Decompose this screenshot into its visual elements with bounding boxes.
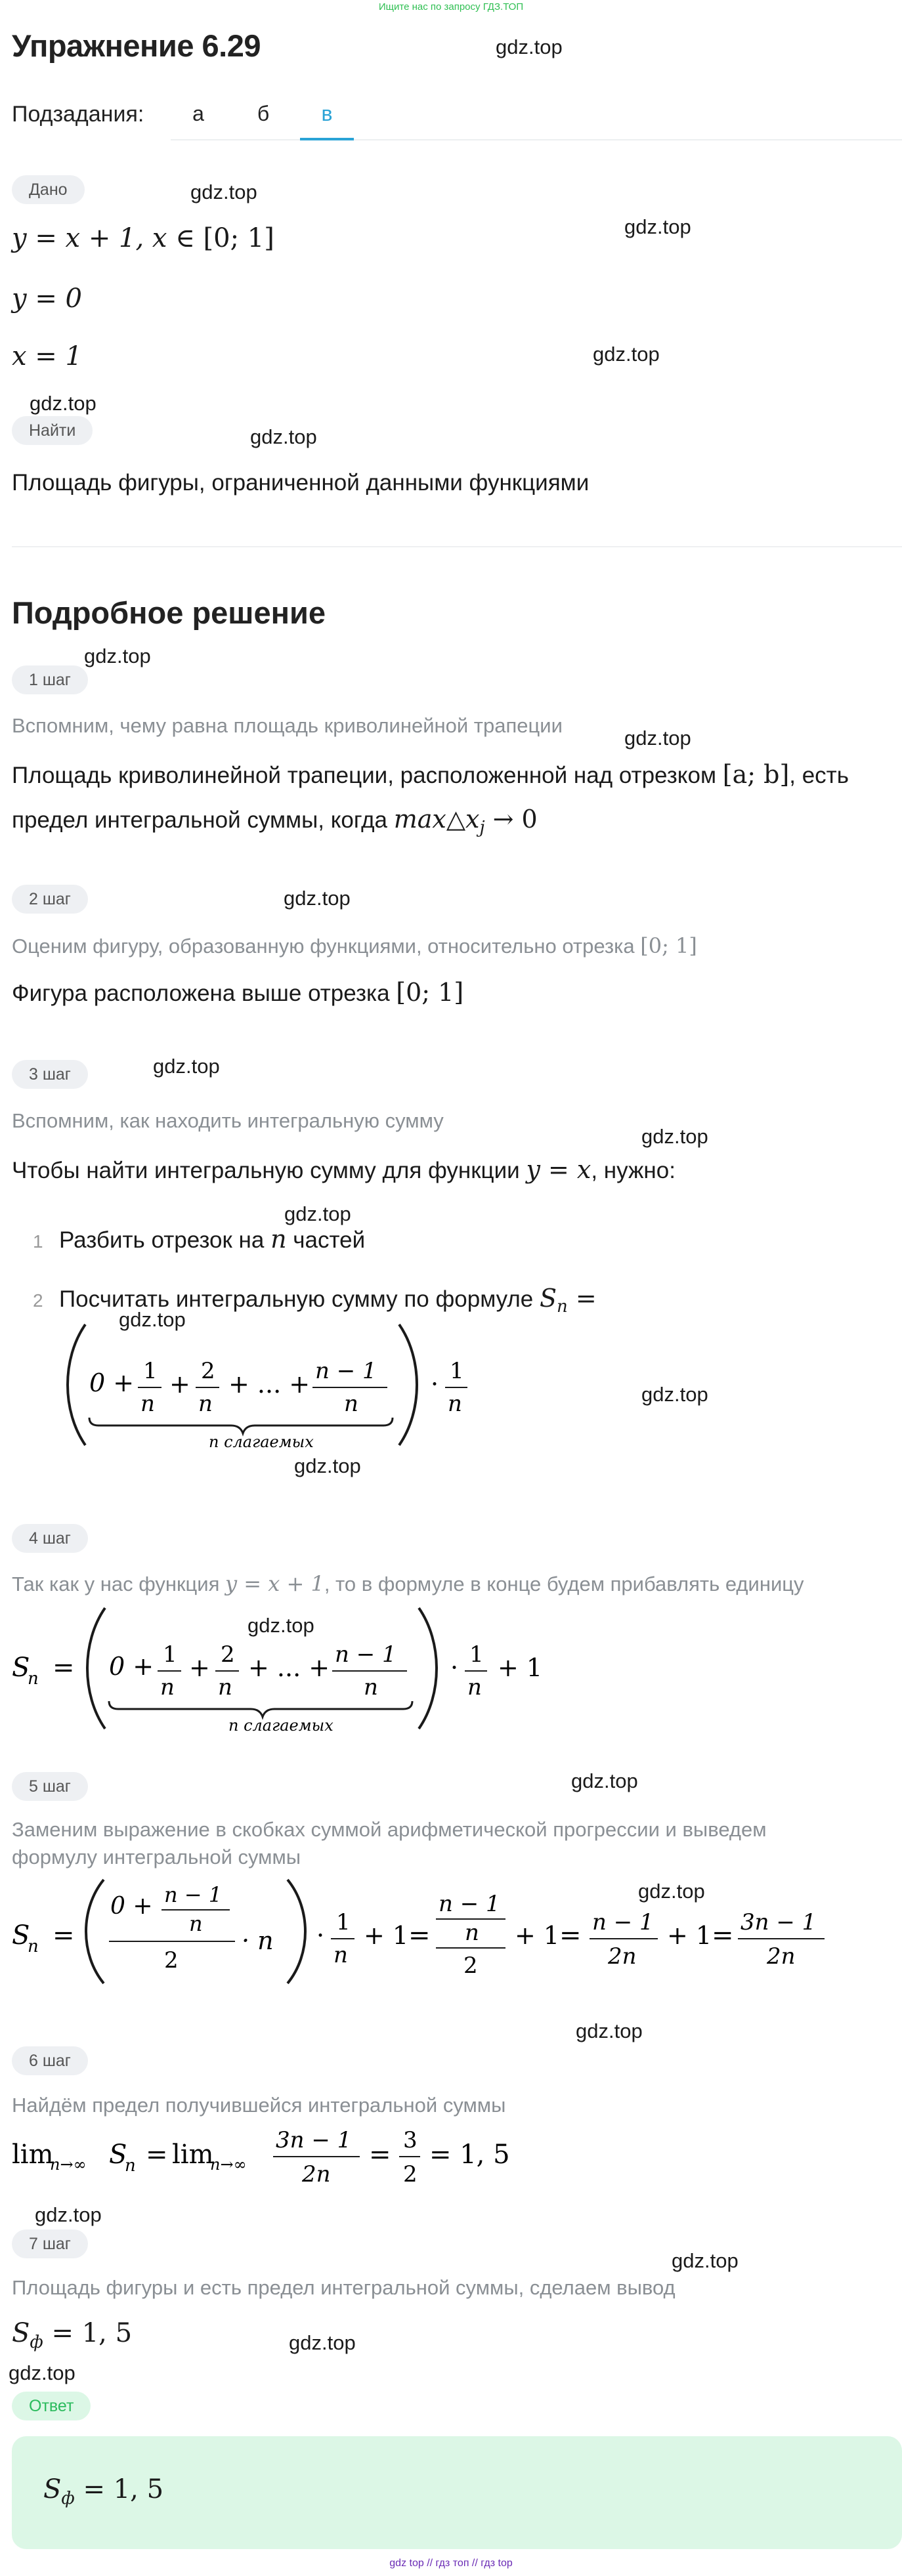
term-zero-plus: 0 + — [109, 1652, 154, 1681]
step-4-label: 4 шаг — [12, 1524, 88, 1553]
watermark: gdz.top — [250, 425, 317, 448]
term-dot: · — [316, 1921, 325, 1950]
formula-eq: = — [146, 2140, 168, 2170]
solution-heading: Подробное решение — [12, 595, 326, 630]
step-2-label: 2 шаг — [12, 885, 88, 914]
given-formula-2: y = 0 — [12, 284, 82, 314]
watermark: gdz.top — [35, 2203, 102, 2226]
watermark: gdz.top — [641, 1383, 708, 1406]
formula-eq: = — [559, 1920, 582, 1951]
inner-frac-num: n − 1 — [164, 1882, 223, 1907]
step-5-hint-line-1: Заменим выражение в скобках суммой арифметической прогрессии и выведем — [12, 1818, 767, 1841]
frac-2-num: 3 — [403, 2127, 418, 2153]
frac-3-num: n − 1 — [335, 1641, 397, 1668]
step-1-label: 1 шаг — [12, 665, 88, 694]
step-1-hint: Вспомним, чему равна площадь криволинейной трапеции — [12, 714, 563, 737]
term-dots: + ... + — [248, 1653, 330, 1682]
top-banner: Ищите нас по запросу ГДЗ.ТОП — [378, 1, 524, 12]
given-formula-1: y = x + 1, x ∈ [0; 1] — [12, 223, 274, 253]
frac-4-num: 1 — [450, 1358, 464, 1384]
frac-1-num: 1 — [163, 1641, 177, 1668]
lim-2: lim — [172, 2140, 214, 2170]
formula-S-sub: n — [28, 1669, 39, 1689]
subtasks-label: Подзадания: — [12, 102, 144, 127]
watermark: gdz.top — [84, 644, 151, 667]
frac-4-num: 1 — [469, 1641, 484, 1668]
list-number-2: 2 — [33, 1290, 43, 1311]
footer-links[interactable]: gdz top // гдз топ // гдз top — [389, 2558, 513, 2569]
frac-1-num: 1 — [143, 1358, 158, 1384]
step-3-label: 3 шаг — [12, 1060, 88, 1089]
arithmetic-progression-formula — [12, 1876, 865, 1987]
step-2-hint: Оценим фигуру, образованную функциями, относительно отрезка [0; 1] — [12, 933, 697, 958]
frac-1-num: 1 — [336, 1909, 351, 1935]
frac-3-num: n − 1 — [592, 1909, 654, 1935]
frac-2-den: n — [198, 1391, 213, 1417]
outer-frac-den: 2 — [164, 1947, 179, 1974]
watermark: gdz.top — [119, 1308, 186, 1331]
find-label: Найти — [12, 416, 93, 445]
given-formula-3: x = 1 — [12, 341, 82, 371]
watermark: gdz.top — [190, 180, 257, 203]
watermark: gdz.top — [247, 1614, 314, 1637]
watermark: gdz.top — [153, 1055, 220, 1078]
watermark: gdz.top — [672, 2249, 739, 2272]
term-plus: + — [169, 1370, 190, 1399]
frac-1-den: n — [160, 1674, 175, 1700]
left-paren — [86, 1880, 104, 1983]
frac-4-den: 2n — [767, 1943, 796, 1970]
frac-2-num: n − 1 — [439, 1891, 500, 1917]
integral-sum-formula — [66, 1319, 486, 1450]
watermark: gdz.top — [641, 1125, 708, 1148]
formula-eq: = — [53, 1653, 75, 1683]
formula-eq: = — [712, 1920, 734, 1951]
formula-S: S — [12, 1920, 30, 1951]
formula-eq: = — [369, 2140, 391, 2170]
term-dots: + ... + — [228, 1370, 311, 1399]
tabs-divider — [171, 139, 902, 140]
step-7-hint: Площадь фигуры и есть предел интегральной суммы, сделаем вывод — [12, 2276, 676, 2299]
frac-3-den: n — [344, 1391, 358, 1417]
formula-eq: = — [53, 1920, 75, 1951]
left-paren — [87, 1608, 105, 1729]
step-6-hint: Найдём предел получившейся интегральной суммы — [12, 2094, 506, 2117]
frac-2-den: 2 — [463, 1953, 478, 1979]
lim-2-sub: n→∞ — [210, 2155, 247, 2174]
find-text: Площадь фигуры, ограниченной данными функциями — [12, 470, 590, 496]
inner-frac-den: n — [189, 1911, 203, 1936]
frac-2-inner-den: n — [465, 1920, 479, 1946]
watermark: gdz.top — [30, 392, 97, 415]
list-item-2: Посчитать интегральную сумму по формуле $S_n$ = — [59, 1284, 597, 1317]
frac-2-den: 2 — [403, 2161, 418, 2187]
frac-4-num: 3n − 1 — [741, 1909, 817, 1935]
step-5-label: 5 шаг — [12, 1772, 88, 1801]
frac-1-den: n — [333, 1942, 348, 1968]
answer-result: $S_ф = 1$, 5 — [43, 2474, 164, 2508]
term-plus: + — [189, 1653, 210, 1682]
lim-1: lim — [12, 2140, 54, 2170]
list-item-1: Разбить отрезок на n частей — [59, 1225, 366, 1254]
frac-3-den: n — [364, 1674, 378, 1700]
frac-4-den: n — [467, 1674, 482, 1700]
watermark: gdz.top — [284, 887, 351, 910]
formula-result: = 1, 5 — [429, 2140, 510, 2170]
step-5-hint-line-2: формулу интегральной суммы — [12, 1846, 301, 1869]
underbrace — [89, 1418, 393, 1433]
answer-label: Ответ — [12, 2392, 91, 2420]
watermark: gdz.top — [576, 2019, 643, 2042]
step-7-result: $S_ф = 1$, 5 — [12, 2318, 133, 2352]
term-plus-one: + 1 — [515, 1921, 560, 1950]
watermark: gdz.top — [496, 35, 563, 58]
step-3-hint: Вспомним, как находить интегральную сумму — [12, 1109, 444, 1132]
watermark: gdz.top — [9, 2361, 75, 2384]
right-paren — [399, 1324, 417, 1445]
right-paren — [288, 1880, 305, 1983]
tab-b[interactable]: б — [257, 102, 270, 125]
step-4-hint: Так как у нас функция y = x + 1, то в формуле в конце будем прибавлять единицу — [12, 1571, 804, 1596]
frac-num: 3n − 1 — [276, 2127, 352, 2153]
frac-3-den: 2n — [608, 1943, 637, 1970]
formula-S-sub: n — [125, 2156, 136, 2176]
frac-2-num: 2 — [201, 1358, 215, 1384]
page-title: Упражнение 6.29 — [12, 28, 261, 63]
frac-1-den: n — [140, 1391, 155, 1417]
watermark: gdz.top — [284, 1202, 351, 1225]
step-1-text-line-2: предел интегральной суммы, когда $\max\triangle x_j \to 0$ — [12, 805, 538, 837]
left-paren — [68, 1324, 85, 1445]
term-dot-n: · n — [242, 1926, 274, 1955]
step-7-label: 7 шаг — [12, 2229, 88, 2258]
watermark: gdz.top — [289, 2331, 356, 2354]
list-number-1: 1 — [33, 1231, 43, 1252]
inner-zero-plus: 0 + — [110, 1893, 153, 1920]
formula-S: S — [12, 1653, 30, 1683]
step-2-text: Фигура расположена выше отрезка [0; 1] — [12, 978, 464, 1007]
watermark: gdz.top — [624, 727, 691, 750]
tab-v[interactable]: в — [321, 102, 333, 125]
term-plus-one: + 1 — [667, 1921, 712, 1950]
right-paren — [419, 1608, 437, 1729]
given-label: Дано — [12, 175, 85, 204]
underbrace — [109, 1701, 412, 1717]
term-zero-plus: 0 + — [89, 1368, 135, 1397]
underbrace-label: n слагаемых — [228, 1716, 333, 1735]
term-dot: · — [431, 1370, 439, 1399]
watermark: gdz.top — [638, 1880, 705, 1903]
formula-S-sub: n — [28, 1937, 39, 1956]
step-1-text-line-1: Площадь криволинейной трапеции, расположенной над отрезком [a; b], есть — [12, 760, 849, 789]
watermark: gdz.top — [593, 343, 660, 366]
step-3-text: Чтобы найти интегральную сумму для функции y = x, нужно: — [12, 1155, 676, 1184]
frac-2-num: 2 — [221, 1641, 235, 1668]
frac-3-num: n − 1 — [315, 1358, 377, 1384]
underbrace-label: n слагаемых — [209, 1433, 314, 1451]
limit-formula — [12, 2121, 537, 2200]
frac-4-den: n — [448, 1391, 462, 1417]
tab-a[interactable]: а — [192, 102, 204, 125]
formula-S: S — [109, 2140, 127, 2170]
watermark: gdz.top — [294, 1454, 361, 1477]
frac-den: 2n — [302, 2161, 331, 2187]
formula-eq: = — [408, 1920, 431, 1951]
term-plus-one: + 1 — [364, 1921, 409, 1950]
watermark: gdz.top — [571, 1769, 638, 1792]
step-6-label: 6 шаг — [12, 2046, 88, 2075]
watermark: gdz.top — [624, 215, 691, 238]
integral-sum-formula-plus-one — [12, 1603, 543, 1735]
section-divider — [12, 546, 902, 547]
term-dot: · — [450, 1653, 459, 1682]
active-tab-indicator — [300, 138, 354, 140]
lim-1-sub: n→∞ — [50, 2155, 87, 2174]
term-plus-one: + 1 — [498, 1653, 543, 1682]
frac-2-den: n — [218, 1674, 232, 1700]
